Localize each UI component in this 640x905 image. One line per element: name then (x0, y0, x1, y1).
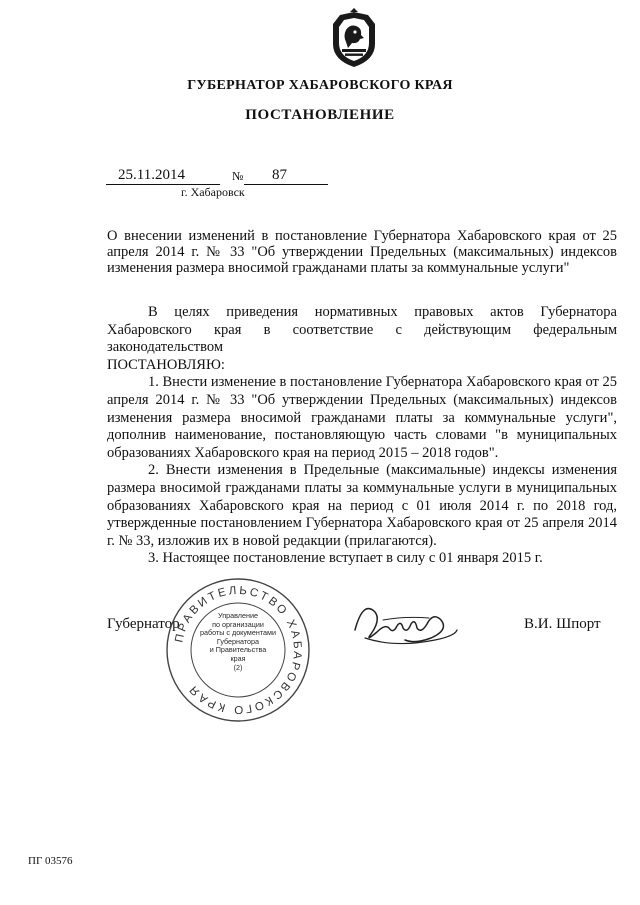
body-decree: ПОСТАНОВЛЯЮ: (107, 356, 225, 373)
document-type-title: ПОСТАНОВЛЕНИЕ (245, 107, 395, 123)
number-underline (244, 184, 328, 185)
document-body (107, 304, 617, 568)
seal-inner-text: Управление по организации работы с документами Губернатора и Правительства края (2) (200, 611, 276, 672)
body-item-1: 1. Внести изменение в постановление Губернатора Хабаровского края от 25 апреля 2014 г. № 33 "Об утверждении Предельных (максимальных) индексов изменения размера вносимой гражданами платы за коммунальные услуги", дополнив наименование, постановляющую часть словами "в муниципальных образованиях Хабаровского края на период 2015 – 2018 годов". (107, 374, 617, 461)
document-date: 25.11.2014 (118, 167, 185, 183)
signatory-name: В.И. Шпорт (524, 616, 601, 632)
document-subject: О внесении изменений в постановление Губернатора Хабаровского края от 25 апреля 2014 г. № 33 "Об утверждении Предельных (максимальных) индексов изменения размера вносимой гражданами платы за коммунальные услуги" (107, 228, 617, 276)
signatory-role: Губернатор (107, 616, 180, 632)
body-intro: В целях приведения нормативных правовых актов Губернатора Хабаровского края в соответствие с действующим федеральным законодательством (107, 304, 617, 356)
number-sign: № (232, 169, 244, 183)
footer-code: ПГ 03576 (28, 855, 73, 867)
authority-title: ГУБЕРНАТОР ХАБАРОВСКОГО КРАЯ (187, 78, 453, 93)
body-item-3: 3. Настоящее постановление вступает в силу с 01 января 2015 г. (148, 550, 543, 567)
coat-of-arms-icon (328, 8, 380, 70)
svg-text:ПРАВИТЕЛЬСТВО ХАБАРОВСКОГО КРА: ПРАВИТЕЛЬСТВО ХАБАРОВСКОГО КРАЯ (173, 584, 304, 716)
body-item-2: 2. Внести изменения в Предельные (максимальные) индексы изменения размера вносимой гражданами платы за коммунальные услуги в муниципальных образованиях Хабаровского края на период с 01 июля 2014 г. по 2018 год, утвержденные постановлением Губернатора Хабаровского края от 25 апреля 2014 г. № 33, изложив их в новой редакции (прилагаются). (107, 462, 617, 549)
document-city: г. Хабаровск (181, 185, 245, 199)
handwritten-signature-icon (345, 590, 465, 660)
document-number: 87 (272, 167, 287, 183)
